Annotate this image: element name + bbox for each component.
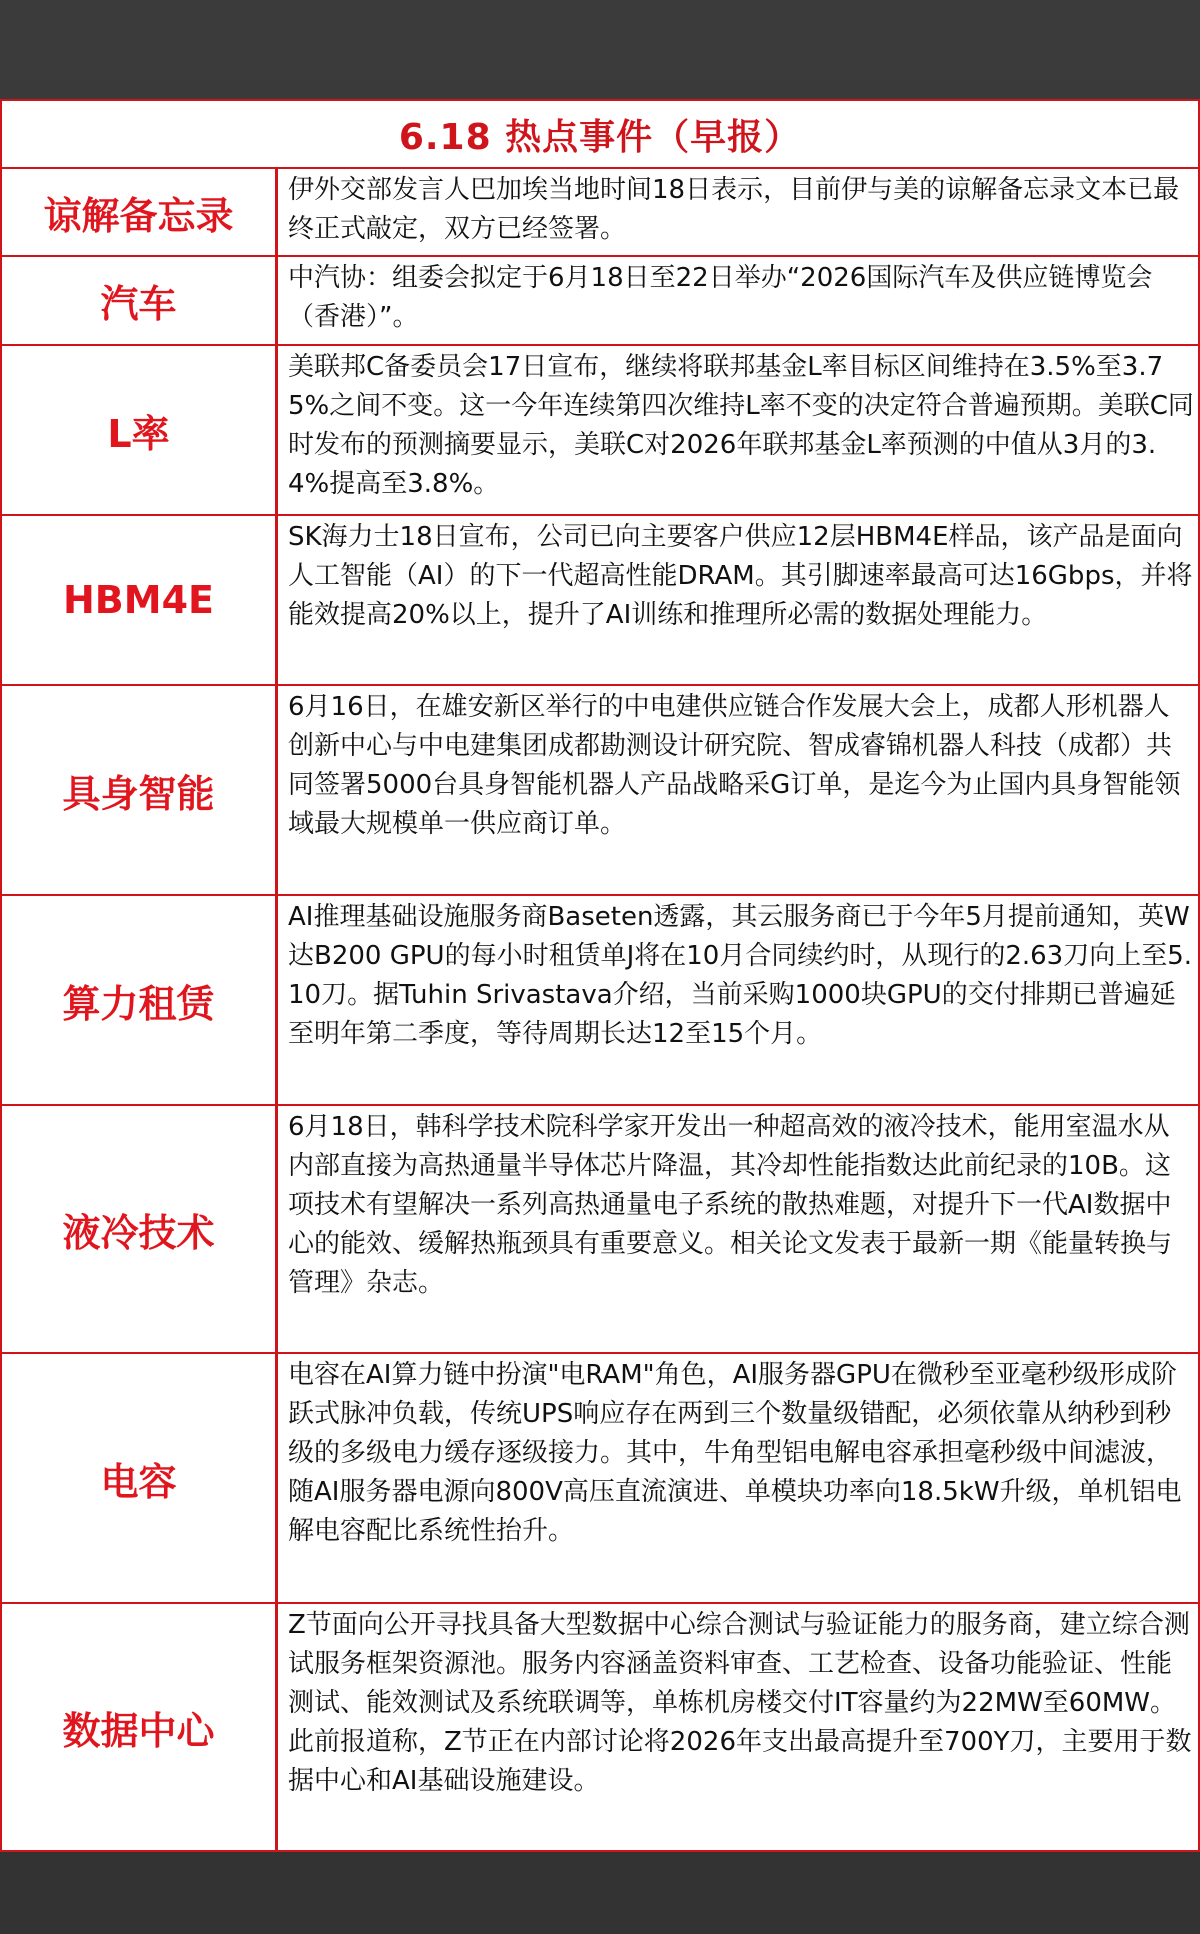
- table-row: [2, 896, 1198, 1106]
- row-text: 6月16日，在雄安新区举行的中电建供应链合作发展大会上，成都人形机器人创新中心与中电建集团成都勘测设计研究院、智成睿锦机器人科技（成都）共同签署5000台具身智能机器人产品战略采G订单，是迄今为止国内具身智能领域最大规模单一供应商订单。: [288, 692, 1181, 839]
- table-title: 6.18 热点事件（早报）: [2, 101, 1198, 169]
- row-label: HBM4E: [2, 516, 278, 684]
- table-row: [2, 169, 1198, 257]
- row-text: 6月18日，韩科学技术院科学家开发出一种超高效的液冷技术，能用室温水从内部直接为高热通量半导体芯片降温，其冷却性能指数达此前纪录的10B。这项技术有望解决一系列高热通量电子系统的散热难题，对提升下一代AI数据中心的能效、缓解热瓶颈具有重要意义。相关论文发表于最新一期《能量转换与管理》杂志。: [288, 1112, 1173, 1298]
- table-row: [2, 686, 1198, 896]
- row-text: AI推理基础设施服务商Baseten透露，其云服务商已于今年5月提前通知，英W达B200 GPU的每小时租赁单J将在10月合同续约时，从现行的2.63刀向上至5.10刀。据Tuhin Srivastava介绍，当前采购1000块GPU的交付排期已普遍延至明年第二季度，等待周期长达12至15个月。: [288, 902, 1193, 1049]
- row-text: Z节面向公开寻找具备大型数据中心综合测试与验证能力的服务商，建立综合测试服务框架资源池。服务内容涵盖资料审查、工艺检查、设备功能验证、性能测试、能效测试及系统联调等，单栋机房楼交付IT容量约为22MW至60MW。此前报道称，Z节正在内部讨论将2026年支出最高提升至700Y刀，主要用于数据中心和AI基础设施建设。: [288, 1610, 1192, 1796]
- row-label: 液冷技术: [2, 1106, 278, 1352]
- row-label: 具身智能: [2, 686, 278, 894]
- row-label: 谅解备忘录: [2, 169, 278, 255]
- table-row: [2, 1354, 1198, 1604]
- row-label: 数据中心: [2, 1604, 278, 1850]
- row-label: 汽车: [2, 257, 278, 344]
- row-text: 中汽协：组委会拟定于6月18日至22日举办“2026国际汽车及供应链博览会（香港）”。: [288, 263, 1153, 332]
- news-table: [0, 99, 1200, 1852]
- table-row: [2, 346, 1198, 516]
- table-row: [2, 1604, 1198, 1850]
- row-label: 电容: [2, 1354, 278, 1602]
- table-row: [2, 516, 1198, 686]
- row-text: SK海力士18日宣布，公司已向主要客户供应12层HBM4E样品，该产品是面向人工智能（AI）的下一代超高性能DRAM。其引脚速率最高可达16Gbps，并将能效提高20%以上，提升了AI训练和推理所必需的数据处理能力。: [288, 522, 1193, 630]
- table-row: [2, 1106, 1198, 1354]
- row-text: 伊外交部发言人巴加埃当地时间18日表示，目前伊与美的谅解备忘录文本已最终正式敲定，双方已经签署。: [288, 175, 1180, 244]
- row-text: 电容在AI算力链中扮演"电RAM"角色，AI服务器GPU在微秒至亚毫秒级形成阶跃式脉冲负载，传统UPS响应存在两到三个数量级错配，必须依靠从纳秒到秒级的多级电力缓存逐级接力。其中，牛角型铝电解电容承担毫秒级中间滤波，随AI服务器电源向800V高压直流演进、单模块功率向18.5kW升级，单机铝电解电容配比系统性抬升。: [288, 1360, 1182, 1546]
- row-label: 算力租赁: [2, 896, 278, 1104]
- table-row: [2, 257, 1198, 346]
- row-text: 美联邦C备委员会17日宣布，继续将联邦基金L率目标区间维持在3.5%至3.75%之间不变。这一今年连续第四次维持L率不变的决定符合普遍预期。美联C同时发布的预测摘要显示，美联C对2026年联邦基金L率预测的中值从3月的3.4%提高至3.8%。: [288, 352, 1194, 499]
- bottom-bar: [0, 1852, 1200, 1934]
- row-label: L率: [2, 346, 278, 514]
